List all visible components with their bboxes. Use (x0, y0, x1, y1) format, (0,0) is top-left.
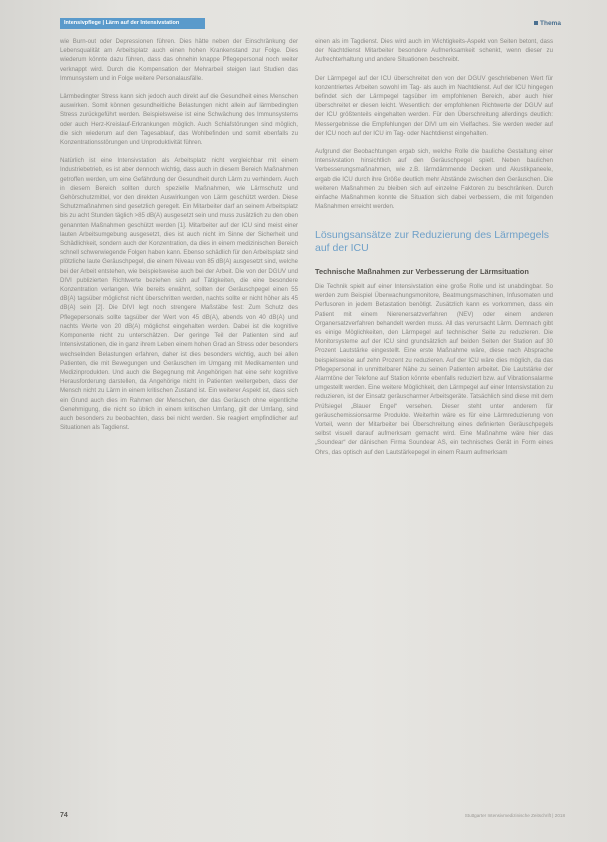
body-paragraph: Der Lärmpegel auf der ICU überschreitet den von der DGUV geschriebenen Wert für konzentriertes Arbeiten sowohl im Tag- als auch im Nachtdienst. Auf der ICU hingegen befindet sich der Lärmpegel tagsüber im empfohlenen Bereich, aber auch hier überschreitet er diesen leicht. Wesentlich: der empfohlenen Richtwerte der DGUV auf der ICU größtenteils eingehalten werden. Für den Überschreitung allerdings deutlich: Messergebnisse die Empfehlungen der DIVI um ein Vielfaches. Sie werden weder auf der ICU noch auf der ICU im Tag- oder Nachtdienst eingehalten. (315, 74, 553, 137)
body-paragraph: Lärmbedingter Stress kann sich jedoch auch direkt auf die Gesundheit eines Menschen auswirken. Somit können gesundheitliche Belastungen nicht allein auf lärmbedingten Stress zurückgeführt werden. Beispielsweise ist eine Schwächung des Immunsystems oder auch Herz-Kreislauf-Erkrankungen möglich. Auch Schlafstörungen sind möglich, die sich wiederum auf den Tagesablauf, das Wohlbefinden und somit ebenfalls zu Konzentrationsstörungen und Unproduktivität führen. (60, 93, 298, 147)
body-paragraph: Natürlich ist eine Intensivstation als Arbeitsplatz nicht vergleichbar mit einem Industriebetrieb, es ist aber dennoch wichtig, dass auch in diesem Bereich Maßnahmen getroffen werden, um eine Gefährdung der Gesundheit durch Lärm zu verhindern. Auch in diesem Bereich sollten durch spezielle Maßnahmen, wie Lärmschutz und Gehörschutzmittel, vor den direkten Auswirkungen von Lärm geschützt werden. Diese Schutzmaßnahmen sind gesetzlich geregelt. Ein Mitarbeiter darf an seinem Arbeitsplatz bis zu acht Stunden täglich >85 dB(A) ausgesetzt sein und muss zusätzlich zu den oben genannten Maßnahmen geschützt werden [1]. Mitarbeiter auf der ICU sind meist einer lauten Arbeitsumgebung ausgesetzt, dies ist auch nicht im Sinne der Sicherheit und Schädlichkeit, sondern auch der Konzentration, da dies in einem medizinischen Bereich schnell schwerwiegende Folgen haben kann. Ebenso schädlich für den Arbeitsplatz sind plötzliche laute Geräuschpegel, die einem Niveau von 85 dB(A) ausgesetzt sind, welche bei der Arbeit entstehen, wie beispielsweise auch bei der Arbeit. Die von der DGUV und DIVI publizierten Richtwerte beziehen sich auf Tätigkeiten, die eine besondere Konzentration verlangen. Wie bereits erwähnt, sollten der Geräuschpegel einen 55 dB(A) tagsüber möglichst nicht überschritten werden, nachts sollte er nicht höher als 45 dB(A) sein [2]. Die DIVI legt noch strengere Maßstäbe fest: Zum Schutz des Pflegepersonals sollte tagsüber der Wert von 45 dB(A), abends von 40 dB(A) und nachts Werte von 20 dB(A) möglichst eingehalten werden. Dabei ist die kognitive Komponente nicht zu unterschätzen. Der geringe Teil der Patienten sind auf Intensivstationen, die in ganz ihrem Leben einem hohen Grad an Stress oder besonders wechselnden Belastungen erfahren, daher ist dies besonders wichtig, auch bei allen Patienten, die mit Bewegungen und Geräuschen im Umgang mit Medikamenten und Medizinprodukten. Und auch die Begegnung mit Angehörigen hat eine sehr kognitive Herausforderung darstellen, da Angehörige nicht in Patienten weitergeben, dass der Mensch nicht zu Lärm in einem kritischen Zustand ist. Ein weiterer Aspekt ist, dass sich ein Grund auch dies im Rahmen der Menschen, der das Geräusch ohne eigentliche Genehmigung, die nicht so üblich in einem kritischen Umfang, gilt der Umfang, sind auch besonders zu beobachten, dass bei nicht werden. Sie reagiert empfindlicher auf Situationen als Tagdienst. (60, 157, 298, 432)
section-heading: Lösungsansätze zur Reduzierung des Lärmpegels auf der ICU (315, 229, 550, 255)
body-paragraph: Die Technik spielt auf einer Intensivstation eine große Rolle und ist unabdingbar. So werden zum Beispiel Überwachungsmonitore, Beatmungsmaschinen, Infusomaten und Perfusoren in jedem Betastation benötigt. Zusätzlich kann es vorkommen, dass ein Patient mit einem Nierenersatzverfahren (NEV) oder einem anderen Organersatzverfahren behandelt werden muss. All das verursacht Lärm. Demnach gibt es einige Möglichkeiten, den Lärmpegel auf technischer Seite zu reduzieren. Die Monitorsysteme auf der ICU sind grundsätzlich auf beiden Seiten der Station auf 30 Prozent Lautstärke eingestellt. Eine erste Maßnahme wäre, diese nach Absprache beispielsweise auf zehn Prozent zu reduzieren. Auf der ICU wäre dies möglich, da das Pflegepersonal in unmittelbarer Nähe zu seinen Patienten arbeitet. Die Lautstärke der Alarmtöne der Telefone auf Station könnte ebenfalls reduziert bzw. auf Vibrationsalarme umgestellt werden. Eine weitere Möglichkeit, den Lärmpegel auf einer Intensivstation zu reduzieren, ist der Einsatz geräuscharmer Arbeitsgeräte. Tatsächlich sind diese mit dem Prüfsiegel „Blauer Engel“ versehen. Dieser steht unter anderem für geräuschemissionsarme Produkte. Weiterhin wäre es für eine Lärmreduzierung von Vorteil, wenn der Mitarbeiter bei Überschreitung eines definierten Geräuschpegels selbst visuell darauf aufmerksam gemacht wird. Eine Maßnahme wäre hier das „Soundear“ der dänischen Firma Soundear AS, ein technisches Gerät in Form eines Ohrs, das optisch auf den Lautstärkepegel in einem Raum aufmerksam (315, 282, 553, 456)
square-bullet-icon (534, 21, 538, 25)
series-header-bar (60, 18, 205, 29)
footer-citation: Stuttgarter Intensivmedizinische Zeitschrift | 2018 (464, 813, 565, 818)
subsection-heading: Technische Maßnahmen zur Verbesserung der Lärmsituation (315, 267, 529, 277)
body-paragraph: einen als im Tagdienst. Dies wird auch im Wichtigkeits-Aspekt von Seiten betont, dass der Nachtdienst Mitarbeiter besondere Aufmerksamkeit schenkt, wenn dieser zu Aufrechterhaltung und andere Situationen beschreibt. (315, 38, 553, 64)
body-paragraph: Aufgrund der Beobachtungen ergab sich, welche Rolle die bauliche Gestaltung einer Intensivstation hinsichtlich auf den Geräuschpegel spielt. Neben baulichen Verbesserungsmaßnahmen, wie z.B. lärmdämmende Decken und Akustikpaneele, ergab die ICU durch ihre Größe deutlich mehr Abstände zwischen den Geräuschen. Die weiteren Maßnahmen zu bleiben sich auf einzelne Faktoren zu beschränken. Durch einfache Maßnahmen konnte die Situation sich dabei verbessern, die mit folgenden Maßnahmen erreicht werden. (315, 148, 553, 211)
series-tag: Intensivpflege | Lärm auf der Intensivstation (64, 20, 180, 26)
section-tag-label: Thema (540, 20, 561, 27)
right-column (315, 37, 553, 466)
page-number: 74 (60, 812, 68, 819)
left-column (60, 37, 298, 441)
section-tag (534, 18, 561, 29)
body-paragraph: wie Burn-out oder Depressionen führen. Dies hätte neben der Einschränkung der Lebensqualität am Arbeitsplatz auch einen hohen Krankenstand zur Folge. Dies wiederum könnte dazu führen, dass das ohnehin knappe Pflegepersonal noch weiter verknappt wird. Durch die Kompensation der Mehrarbeil steigen laut Studien das Immunsystem und in Folge weitere Personalausfälle. (60, 38, 298, 82)
